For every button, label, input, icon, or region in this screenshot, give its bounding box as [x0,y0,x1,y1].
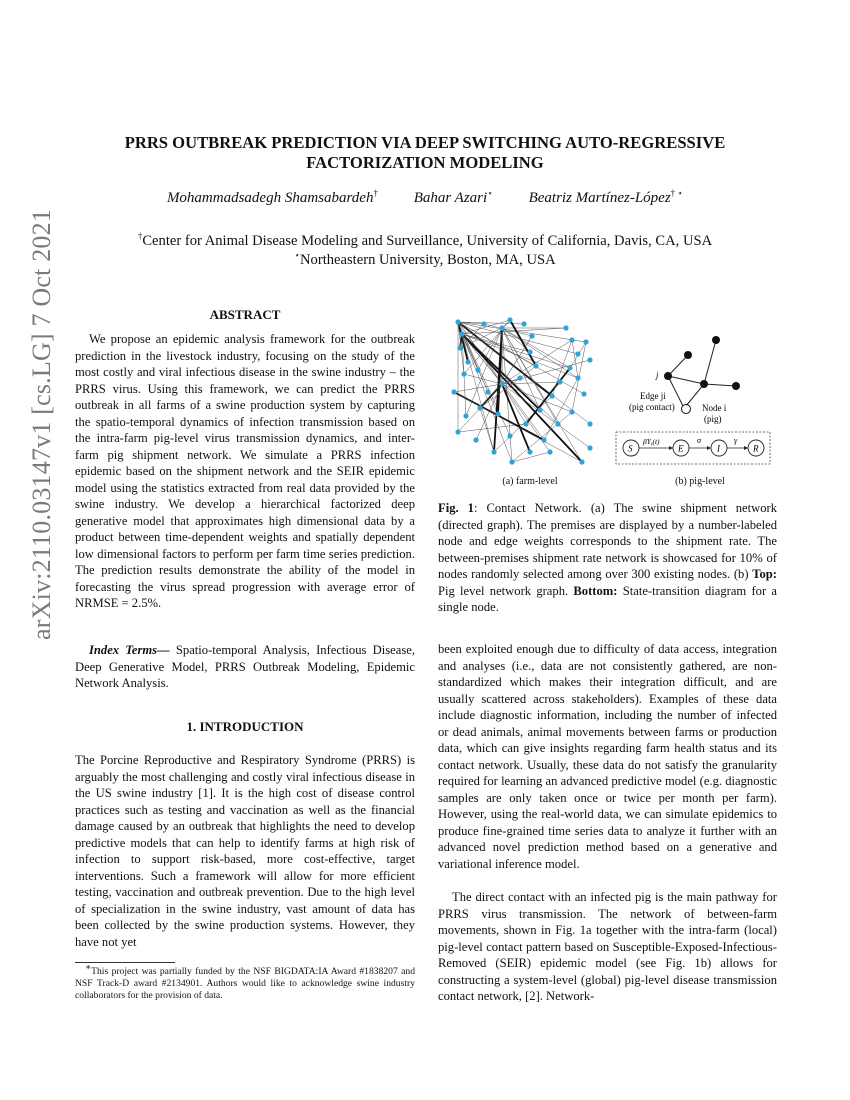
network-node [459,331,464,336]
network-node [521,321,526,326]
network-node [563,325,568,330]
network-node [555,421,560,426]
network-node [463,413,468,418]
author-list [80,190,770,207]
network-edge [462,334,582,462]
network-edge [462,334,512,462]
right-paragraph-2: The direct contact with an infected pig is the main pathway for PRRS virus transmission. The network of between-farm movements, shown in Fig. 1a together with the intra-farm (local) pig-level contact pattern based on Susceptible-Exposed-Infectious-Removed (SEIR) epidemic model (see Fig. 1b) allows for constructing a system-level (global) pig-level disease transmission contact network, [2]. Network- [438,890,777,1003]
network-node [485,389,490,394]
state-r: R [753,443,759,454]
network-node [477,405,482,410]
right-paragraph-1: been exploited enough due to difficulty of data access, integration and analyses (i.e., data are not consistently gathered, are non-standardized which makes their integration difficult, and are usually scattered across stakeholders). Examples of these data include diagnostic information, including the number of infected or dead animals, animal movements between farms or production data, which can give insights regarding farm health status and its contact network. Usually, these data do not satisfy the granularity required for learning an advanced predictive model (e.g. diagnostic samples are only taken once or twice per month per farm). However, using the real-world data, we can simulate epidemics to produce fine-grained time series data to analyze it further with an advanced novel prediction method based on a generative and variational inference model. [438,642,777,871]
rate-beta: $\beta Y_i(t)$ [643,437,660,448]
abstract-heading: ABSTRACT [209,307,281,322]
affiliations [80,232,770,270]
abstract-text: We propose an epidemic analysis framework for the outbreak prediction in the livestock industry, focusing on the study of the most costly and viral infectious disease in the swine industry – the PRRS virus. Using this framework, we can predict the PRRS outbreak in all farms of a swine production system by capturing the spatio-temporal dynamics of infection transmission based on the intra-farm pig-level virus transmission dynamics, and inter-farm pig shipment network. We simulate a PRRS infection epidemic based on the shipment network and the SEIR epidemic model using the statistics extracted from real data provided by the swine industry. We develop a hierarchical factorized deep generative model that approximates high dimensional data by a product between time-dependent weights and spatially dependent low dimensional factors to perform per farm time series prediction. The prediction results demonstrate the ability of the model in forecasting the virus spread progression with average error of NRMSE = 2.5%. [75,332,415,610]
network-edge [480,366,536,408]
network-edge [502,328,582,462]
network-node [533,363,538,368]
network-node [465,359,470,364]
title-line-2: FACTORIZATION MODELING [306,153,544,172]
network-node [547,449,552,454]
network-node [581,391,586,396]
network-node [507,433,512,438]
network-node [557,379,562,384]
network-node [455,319,460,324]
index-terms: Index Terms— Spatio-temporal Analysis, Infectious Disease, Deep Generative Model, PRRS Outbreak Modeling, Epidemic Network Analysis. [75,643,415,690]
network-edge [480,408,494,452]
network-edge [462,334,498,414]
network-edge [464,374,502,384]
network-node [461,371,466,376]
state-i: I [717,443,720,454]
network-node [451,389,456,394]
subfigure-b-label: (b) pig-level [675,476,725,487]
network-edge [494,396,552,452]
label-j: j [656,370,659,380]
network-node [549,393,554,398]
author-1: Mohammadsadegh Shamsabardeh† [166,188,378,206]
author-2: Bahar Azari⋆ [413,188,493,206]
subfigure-a-label: (a) farm-level [502,476,558,487]
author-3: Beatriz Martínez-López† ⋆ [528,188,684,206]
rate-gamma: γ [734,436,738,445]
title-line-1: PRRS OUTBREAK PREDICTION VIA DEEP SWITCHING AUTO-REGRESSIVE [124,133,726,152]
network-node [523,421,528,426]
network-node [587,357,592,362]
affiliation-1: †Center for Animal Disease Modeling and Surveillance, University of California, Davis, CA, USA [137,231,713,249]
network-node [455,429,460,434]
network-node [575,375,580,380]
network-node [495,411,500,416]
network-node [481,321,486,326]
label-pig: (pig) [704,414,722,424]
index-terms-label: Index Terms— [89,643,170,657]
network-node [517,375,522,380]
intro-paragraph-1: The Porcine Reproductive and Respiratory Syndrome (PRRS) is arguably the most challenging and costly viral infectious disease in the US swine industry [1]. It is the high cost of disease control practices such as testing and vaccination as well as the financial damage caused by an outbreak that highlights the need to develop predictive models that can help to identify farms at high risk of infection to support risk-based, more cost-effective, target interventions. Such a framework will allow for more efficient testing, vaccination and outbreak prevention. Due to the high level of specialization in the swine industry, vast amount of data has been collected by the swine production systems. However, they have not yet [75,753,415,949]
figure-label: Fig. 1 [438,501,474,515]
figure-1 [440,312,780,472]
label-contact: (pig contact) [629,402,675,412]
paper-title [80,133,770,173]
network-node [473,437,478,442]
network-node [567,365,572,370]
network-node [583,339,588,344]
network-node [579,459,584,464]
network-node [587,445,592,450]
label-node: Node i [702,403,727,413]
footnote: ∗This project was partially funded by the NSF BIGDATA:IA Award #1838207 and NSF Track-D award #2134901. Authors would like to acknowledge swine industry collaborators for the provision of data. [75,961,415,1001]
network-node [569,409,574,414]
network-node [537,407,542,412]
network-node [527,349,532,354]
network-node [569,337,574,342]
network-node [499,325,504,330]
network-edge [572,340,578,378]
figure-caption: Fig. 1: Contact Network. (a) The swine shipment network (directed graph). The premises are displayed by a number-labeled node and edge weights corresponds to the shipment rate. The between-premises shipment rate network is showcased for 10% of nodes randomly selected among over 300 existing nodes. (b) Top: Pig level network graph. Bottom: State-transition diagram for a single node. [438,501,777,614]
state-s: S [628,443,633,454]
affiliation-2: ⋆Northeastern University, Boston, MA, USA [294,250,556,268]
network-node [507,317,512,322]
network-edge [454,392,582,462]
seir-diagram [616,432,770,464]
pig-level-network [629,336,740,424]
state-e: E [678,443,684,454]
network-node [457,345,462,350]
intro-heading: 1. INTRODUCTION [186,719,304,734]
network-node [509,459,514,464]
network-node [475,367,480,372]
arxiv-id: arXiv:2110.03147v1 [cs.LG] 7 Oct 2021 [27,208,56,640]
network-node [529,333,534,338]
network-node [499,381,504,386]
farm-level-network [451,317,592,464]
label-edge: Edge ji [640,391,666,401]
network-node [491,449,496,454]
network-node [587,421,592,426]
network-node [575,351,580,356]
rate-sigma: σ [697,436,701,445]
network-node [527,449,532,454]
network-node [541,437,546,442]
